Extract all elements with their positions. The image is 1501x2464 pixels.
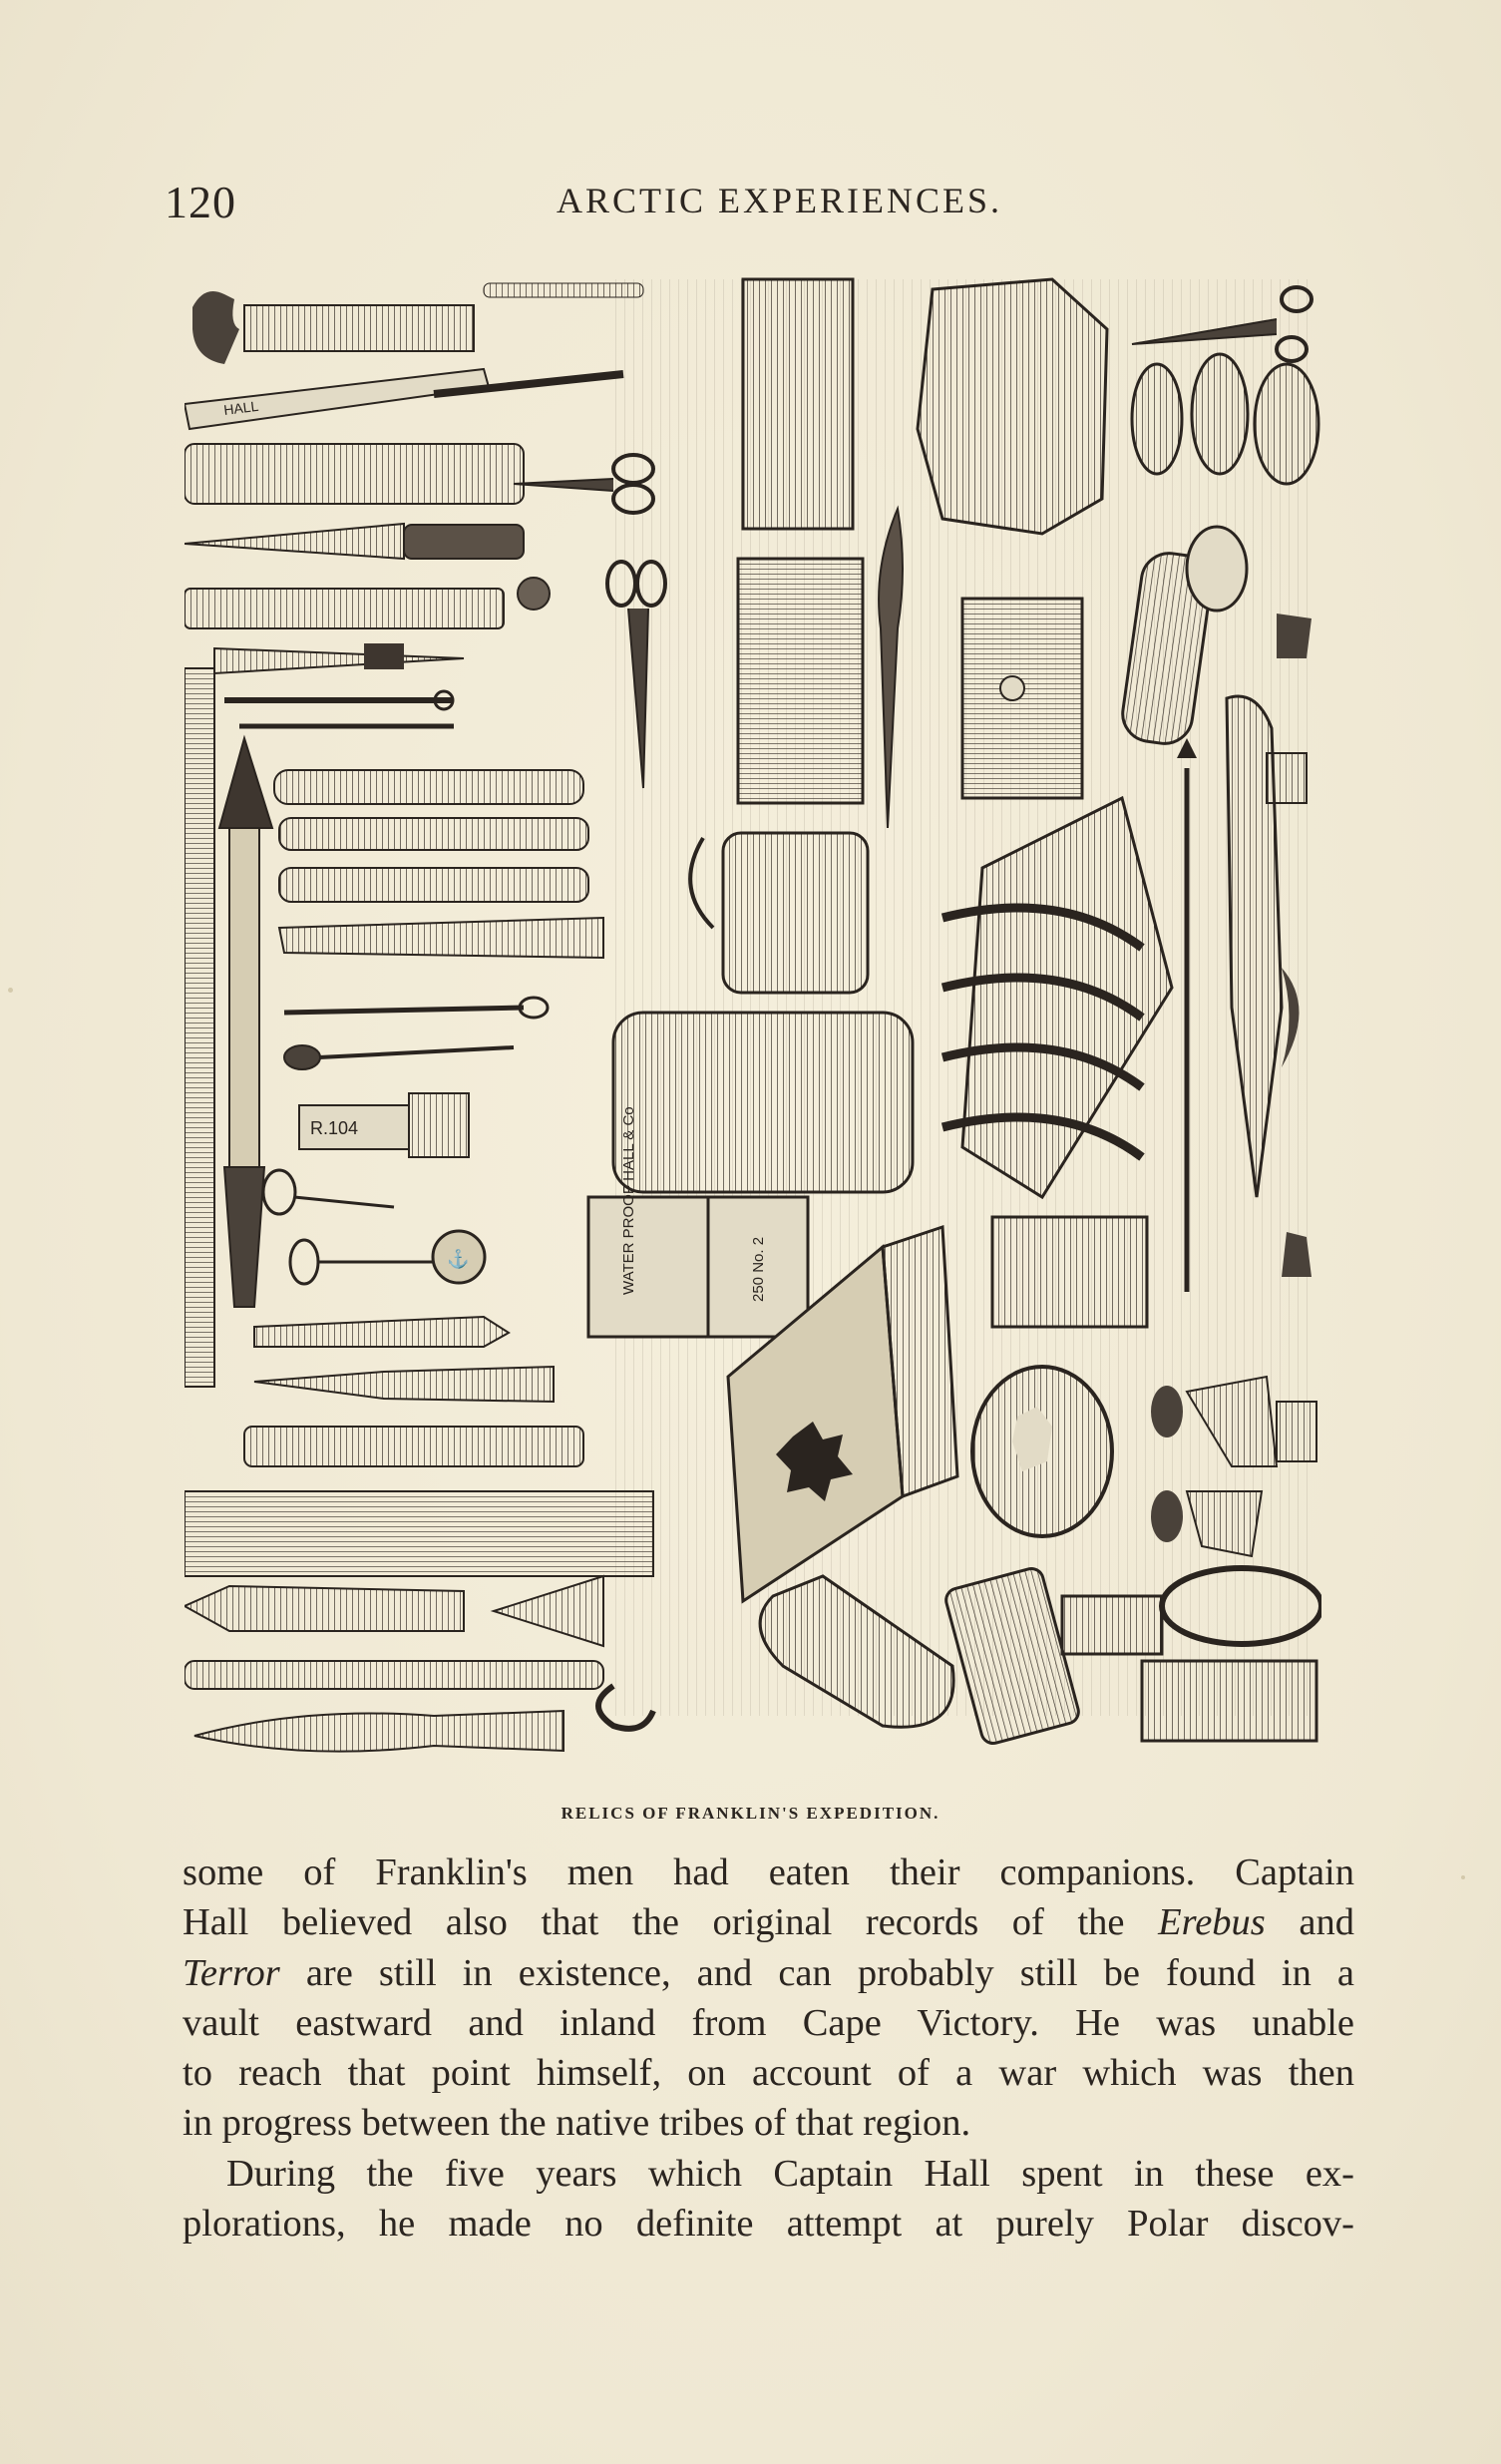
bottom-knives [185, 1576, 603, 1752]
spindle-knob [518, 578, 550, 610]
wrapped-bundle [185, 444, 524, 504]
engraving-svg [185, 269, 1321, 1756]
ship-name-erebus: Erebus [1158, 1901, 1266, 1944]
barrel [613, 1013, 913, 1192]
text-line: Hall believed also that the original records of the Erebus and [183, 1901, 1354, 1944]
text-line: vault eastward and inland from Cape Victory. He was unable [183, 2001, 1354, 2044]
oval-tin [1192, 354, 1248, 474]
fur-piece [1277, 1402, 1316, 1461]
text-line: Terror are still in existence, and can probably still be found in a [183, 1951, 1354, 1994]
saw [192, 291, 474, 364]
thimble [1267, 753, 1307, 803]
case-label: 250 No. 2 [750, 1236, 767, 1302]
spearhead [219, 738, 272, 1307]
rule-label: HALL [222, 397, 260, 418]
plank [185, 1491, 653, 1576]
svg-text:⚓: ⚓ [447, 1249, 470, 1269]
body-text [183, 1848, 1354, 2249]
text-line: in progress between the native tribes of that region. [183, 2102, 971, 2145]
foxing-spot [8, 988, 13, 993]
knife-stack [274, 770, 603, 958]
small-chest [962, 599, 1082, 798]
running-head [165, 176, 1356, 235]
running-title: ARCTIC EXPERIENCES. [557, 181, 1003, 220]
round-tin [1255, 364, 1318, 484]
gun-stock [185, 668, 214, 1387]
page-number: 120 [165, 177, 236, 227]
wooden-box [743, 279, 853, 529]
chest-keyhole [1000, 676, 1024, 700]
leather-pouch [992, 1217, 1147, 1327]
long-knife [185, 524, 524, 559]
spoon [284, 1045, 514, 1069]
text-line: plorations, he made no definite attempt at purely Polar discov- [183, 2203, 1354, 2246]
whetstone [1062, 1596, 1162, 1654]
cloth-fragment [918, 279, 1107, 534]
medallion [1187, 527, 1247, 611]
text-line: During the five years which Captain Hall spent in these ex- [226, 2152, 1354, 2195]
medal [290, 1231, 485, 1284]
fork [284, 998, 548, 1018]
tag-label: R.104 [310, 1118, 359, 1138]
pestle [263, 1170, 394, 1214]
barrel-label: WATER PROOF HALL & Co [620, 1106, 637, 1295]
file-tool [484, 283, 643, 297]
tin-box [738, 559, 863, 803]
bayonet [214, 643, 464, 673]
shell-fragment [1277, 614, 1312, 658]
tagged-case [299, 1093, 469, 1157]
relics-engraving [185, 269, 1321, 1756]
brush-block [1142, 1661, 1316, 1741]
oval-disk [1132, 364, 1182, 474]
measuring-rule [185, 369, 489, 429]
figure-caption: RELICS OF FRANKLIN'S EXPEDITION. [561, 1804, 940, 1823]
wooden-handle [185, 589, 504, 628]
tools-lower [244, 1317, 583, 1466]
text-line: to reach that point himself, on account of a war which was then [183, 2052, 1354, 2095]
foxing-spot [1461, 1875, 1465, 1879]
text-line: some of Franklin's men had eaten their companions. Captain [183, 1851, 1354, 1893]
ship-name-terror: Terror [183, 1951, 280, 1994]
numbered-case [708, 1197, 808, 1337]
